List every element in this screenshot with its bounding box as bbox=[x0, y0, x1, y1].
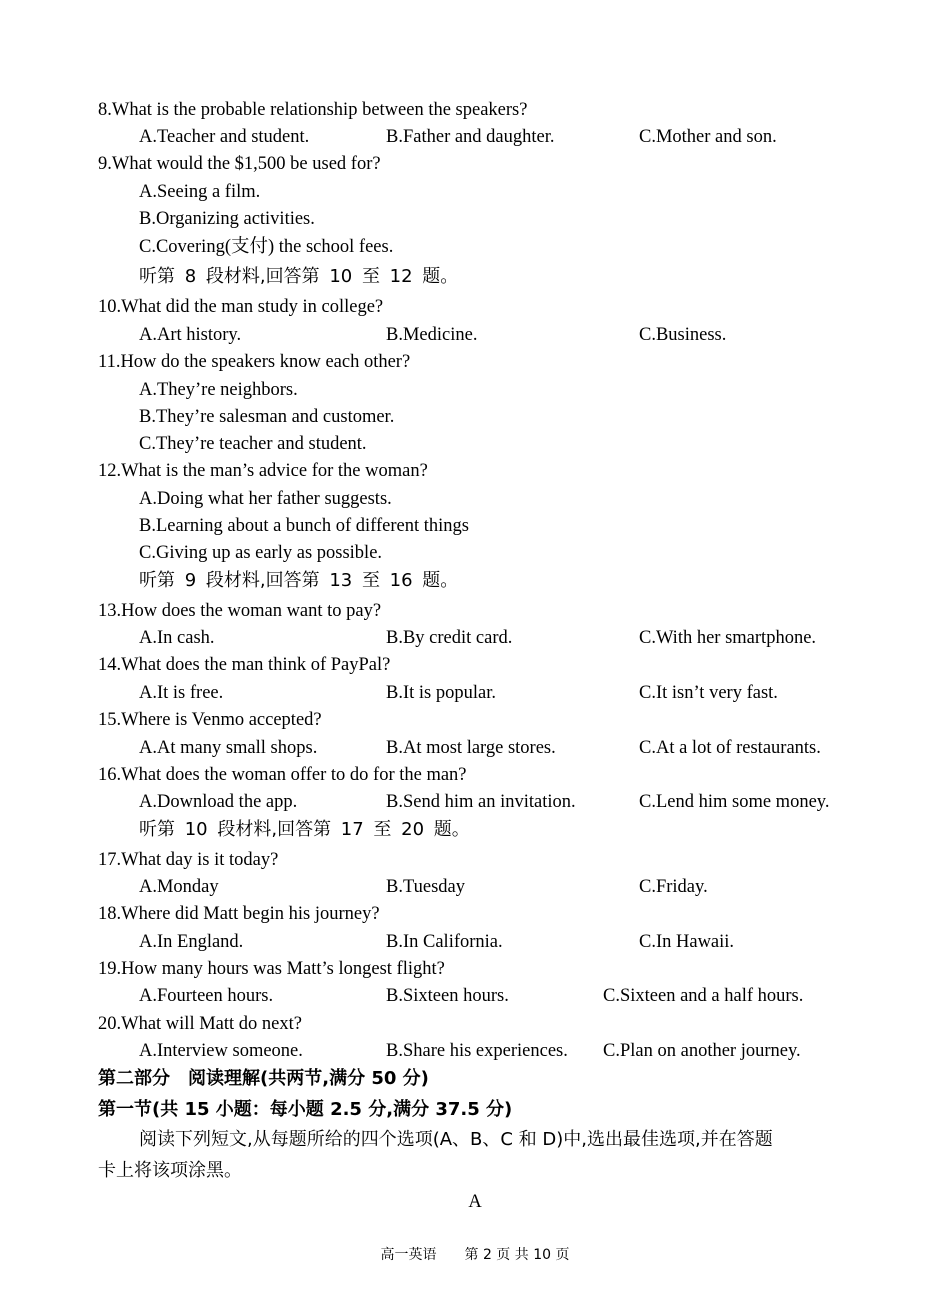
instruction-line-2: 卡上将该项涂黑。 bbox=[98, 1160, 242, 1181]
q11-option-b: B.They’re salesman and customer. bbox=[139, 407, 395, 427]
q16-option-a: A.Download the app. bbox=[139, 792, 298, 812]
q17-option-a: A.Monday bbox=[139, 877, 219, 897]
q8-option-b: B.Father and daughter. bbox=[386, 127, 555, 147]
q15-option-c: C.At a lot of restaurants. bbox=[639, 738, 821, 758]
q14-option-b: B.It is popular. bbox=[386, 683, 496, 703]
q13-option-c: C.With her smartphone. bbox=[639, 628, 817, 648]
question-11: 11.How do the speakers know each other? bbox=[98, 352, 411, 372]
q12-option-c: C.Giving up as early as possible. bbox=[139, 543, 383, 563]
q19-option-a: A.Fourteen hours. bbox=[139, 986, 274, 1006]
q14-option-c: C.It isn’t very fast. bbox=[639, 683, 778, 703]
question-9: 9.What would the $1,500 be used for? bbox=[98, 154, 381, 174]
q17-option-b: B.Tuesday bbox=[386, 877, 465, 897]
q18-option-b: B.In California. bbox=[386, 932, 503, 952]
q20-option-c: C.Plan on another journey. bbox=[603, 1041, 801, 1061]
q13-option-b: B.By credit card. bbox=[386, 628, 513, 648]
q20-option-a: A.Interview someone. bbox=[139, 1041, 303, 1061]
q11-option-a: A.They’re neighbors. bbox=[139, 380, 298, 400]
part2-heading: 第二部分 阅读理解(共两节,满分 50 分) bbox=[98, 1068, 429, 1089]
q20-option-b: B.Share his experiences. bbox=[386, 1041, 568, 1061]
q14-option-a: A.It is free. bbox=[139, 683, 224, 703]
q15-option-b: B.At most large stores. bbox=[386, 738, 556, 758]
question-10: 10.What did the man study in college? bbox=[98, 297, 384, 317]
q10-option-b: B.Medicine. bbox=[386, 325, 478, 345]
listening-instruction-8: 听第 8 段材料,回答第 10 至 12 题。 bbox=[139, 266, 459, 287]
page-footer: 高一英语 第 2 页 共 10 页 bbox=[380, 1247, 570, 1263]
q12-option-b: B.Learning about a bunch of different things bbox=[139, 516, 470, 536]
q13-option-a: A.In cash. bbox=[139, 628, 215, 648]
q16-option-b: B.Send him an invitation. bbox=[386, 792, 576, 812]
q9-option-c: C.Covering(支付) the school fees. bbox=[139, 237, 394, 257]
q17-option-c: C.Friday. bbox=[639, 877, 708, 897]
question-13: 13.How does the woman want to pay? bbox=[98, 601, 382, 621]
question-17: 17.What day is it today? bbox=[98, 850, 279, 870]
q19-option-c: C.Sixteen and a half hours. bbox=[603, 986, 804, 1006]
q8-option-a: A.Teacher and student. bbox=[139, 127, 310, 147]
passage-label: A bbox=[468, 1192, 482, 1212]
q18-option-c: C.In Hawaii. bbox=[639, 932, 735, 952]
q10-option-c: C.Business. bbox=[639, 325, 727, 345]
instruction-line-1: 阅读下列短文,从每题所给的四个选项(A、B、C 和 D)中,选出最佳选项,并在答题 bbox=[139, 1129, 773, 1150]
listening-instruction-10: 听第 10 段材料,回答第 17 至 20 题。 bbox=[139, 819, 470, 840]
question-14: 14.What does the man think of PayPal? bbox=[98, 655, 391, 675]
q15-option-a: A.At many small shops. bbox=[139, 738, 318, 758]
q18-option-a: A.In England. bbox=[139, 932, 244, 952]
question-12: 12.What is the man’s advice for the woman? bbox=[98, 461, 428, 481]
question-8: 8.What is the probable relationship between the speakers? bbox=[98, 100, 528, 120]
section1-heading: 第一节(共 15 小题：每小题 2.5 分,满分 37.5 分) bbox=[98, 1099, 513, 1120]
listening-instruction-9: 听第 9 段材料,回答第 13 至 16 题。 bbox=[139, 570, 459, 591]
q11-option-c: C.They’re teacher and student. bbox=[139, 434, 367, 454]
q10-option-a: A.Art history. bbox=[139, 325, 242, 345]
q9-option-b: B.Organizing activities. bbox=[139, 209, 315, 229]
q16-option-c: C.Lend him some money. bbox=[639, 792, 830, 812]
question-16: 16.What does the woman offer to do for the man? bbox=[98, 765, 467, 785]
q8-option-c: C.Mother and son. bbox=[639, 127, 777, 147]
question-19: 19.How many hours was Matt’s longest flight? bbox=[98, 959, 445, 979]
q9-option-a: A.Seeing a film. bbox=[139, 182, 261, 202]
q19-option-b: B.Sixteen hours. bbox=[386, 986, 509, 1006]
q12-option-a: A.Doing what her father suggests. bbox=[139, 489, 392, 509]
question-18: 18.Where did Matt begin his journey? bbox=[98, 904, 380, 924]
question-20: 20.What will Matt do next? bbox=[98, 1014, 302, 1034]
question-15: 15.Where is Venmo accepted? bbox=[98, 710, 322, 730]
